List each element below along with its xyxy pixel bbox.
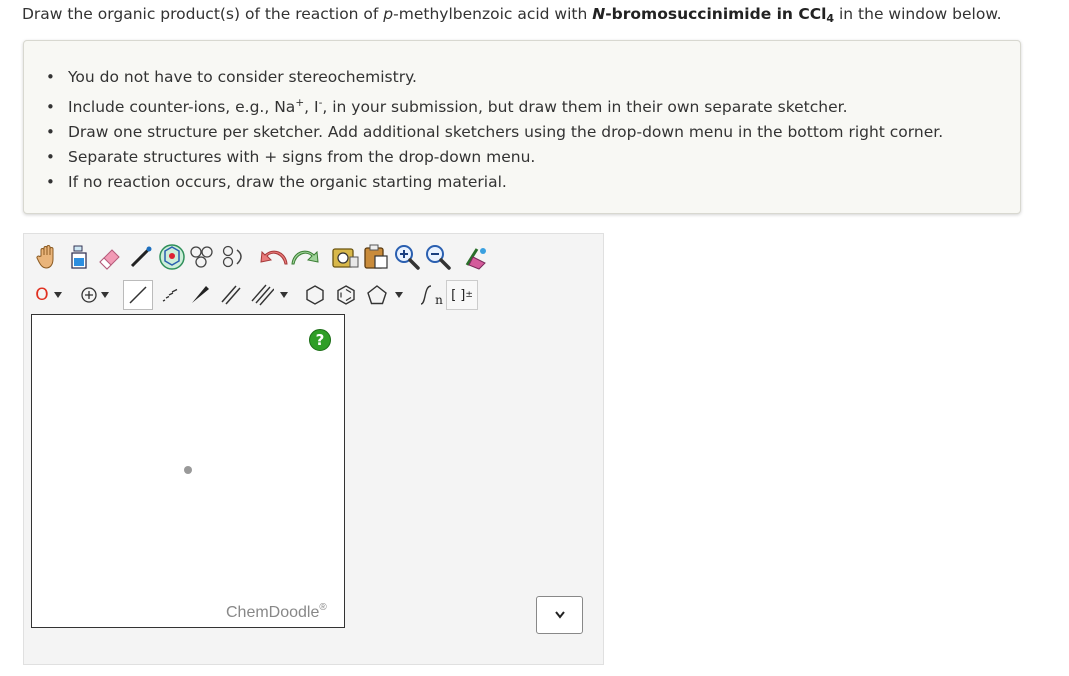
- hashed-bond-tool[interactable]: [154, 280, 184, 310]
- hand-icon: [36, 244, 60, 270]
- lasso-tool[interactable]: [126, 242, 156, 272]
- copy-icon: [330, 243, 360, 271]
- question-part: Draw the organic product(s) of the reaction of: [22, 5, 384, 23]
- charge-tool[interactable]: [80, 280, 98, 310]
- benzene-tool[interactable]: [331, 280, 361, 310]
- zoom-out-icon: [424, 243, 452, 271]
- bracket-tool[interactable]: [446, 280, 478, 310]
- template-tool[interactable]: [157, 242, 187, 272]
- question-italic-p: p: [383, 5, 394, 23]
- toolbar-spacer: [112, 280, 122, 310]
- reagent-name: -bromosuccinimide in CCl: [605, 5, 827, 23]
- lasso-icon: [128, 244, 154, 270]
- chemdoodle-logo: ChemDoodle®: [226, 602, 327, 621]
- rings-tool[interactable]: [188, 242, 218, 272]
- question-part: in the window below.: [834, 5, 1002, 23]
- charge-dropdown-caret[interactable]: [101, 292, 109, 298]
- wedge-bond-tool[interactable]: [185, 280, 215, 310]
- element-label: O: [35, 285, 49, 305]
- toolbar-spacer: [250, 242, 258, 272]
- copy-button[interactable]: [330, 242, 360, 272]
- reagent-subscript: 4: [826, 12, 835, 25]
- toolbar-row-1: [33, 240, 492, 274]
- chain-tool[interactable]: [219, 242, 249, 272]
- clean-button[interactable]: [461, 242, 491, 272]
- chevron-down-icon: [554, 610, 566, 620]
- paste-button[interactable]: [361, 242, 391, 272]
- instruction-item: • Include counter-ions, e.g., Na+, I-, in your submission, but draw them in their own separate sketcher.: [68, 95, 943, 120]
- help-button[interactable]: ?: [309, 329, 331, 351]
- charge-plus-icon: [80, 286, 98, 304]
- broom-icon: [461, 243, 491, 271]
- element-dropdown-caret[interactable]: [54, 292, 62, 298]
- question-text: [22, 4, 1067, 24]
- question-part: -methylbenzoic acid with: [393, 5, 593, 23]
- bottle-icon: [68, 244, 90, 270]
- cyclohexane-icon: [303, 283, 327, 307]
- benzene-icon: [334, 283, 358, 307]
- instruction-item: • You do not have to consider stereochemistry.: [68, 65, 943, 90]
- toolbar-spacer: [65, 280, 79, 310]
- zoom-in-icon: [393, 243, 421, 271]
- canvas-dot: [184, 466, 192, 474]
- polymer-label: n: [435, 293, 443, 307]
- double-bond-tool[interactable]: [216, 280, 246, 310]
- wedge-bond-icon: [188, 283, 212, 307]
- toolbar-spacer: [454, 242, 460, 272]
- single-bond-icon: [126, 283, 150, 307]
- toolbar-spacer: [321, 242, 329, 272]
- add-sketcher-dropdown[interactable]: [536, 596, 583, 634]
- undo-button[interactable]: [259, 242, 289, 272]
- cyclopentane-icon: [365, 283, 389, 307]
- clear-tool[interactable]: [64, 242, 94, 272]
- instructions-box: [23, 40, 1021, 214]
- single-bond-tool[interactable]: [123, 280, 153, 310]
- ring-template-icon: [158, 243, 186, 271]
- eraser-icon: [97, 244, 123, 270]
- bracket-charge: ±: [465, 290, 473, 300]
- cyclopentane-tool[interactable]: [362, 280, 392, 310]
- eraser-tool[interactable]: [95, 242, 125, 272]
- chain-rings-icon: [219, 244, 249, 270]
- element-selector[interactable]: [33, 280, 51, 310]
- cyclohexane-tool[interactable]: [300, 280, 330, 310]
- double-bond-icon: [219, 283, 243, 307]
- instruction-item: • Draw one structure per sketcher. Add additional sketchers using the drop-down menu in the bottom right corner.: [68, 120, 943, 145]
- undo-icon: [259, 244, 289, 270]
- redo-button[interactable]: [290, 242, 320, 272]
- hashed-bond-icon: [157, 283, 181, 307]
- instruction-item: • If no reaction occurs, draw the organic starting material.: [68, 170, 943, 195]
- toolbar-spacer: [406, 280, 414, 310]
- triple-bond-tool[interactable]: [247, 280, 277, 310]
- toolbar-row-2: [33, 278, 479, 312]
- paste-icon: [361, 243, 391, 271]
- instruction-item: • Separate structures with + signs from the drop-down menu.: [68, 145, 943, 170]
- triple-bond-icon: [250, 283, 274, 307]
- bracket-label: [ ]: [451, 287, 466, 303]
- reagent-n: N: [592, 5, 606, 23]
- bond-dropdown-caret[interactable]: [280, 292, 288, 298]
- pan-hand-tool[interactable]: [33, 242, 63, 272]
- polymer-tool[interactable]: [415, 280, 445, 310]
- instructions-list: [68, 65, 943, 195]
- redo-icon: [290, 244, 320, 270]
- zoom-out-button[interactable]: [423, 242, 453, 272]
- toolbar-spacer: [291, 280, 299, 310]
- fused-rings-icon: [188, 244, 218, 270]
- ring-dropdown-caret[interactable]: [395, 292, 403, 298]
- zoom-in-button[interactable]: [392, 242, 422, 272]
